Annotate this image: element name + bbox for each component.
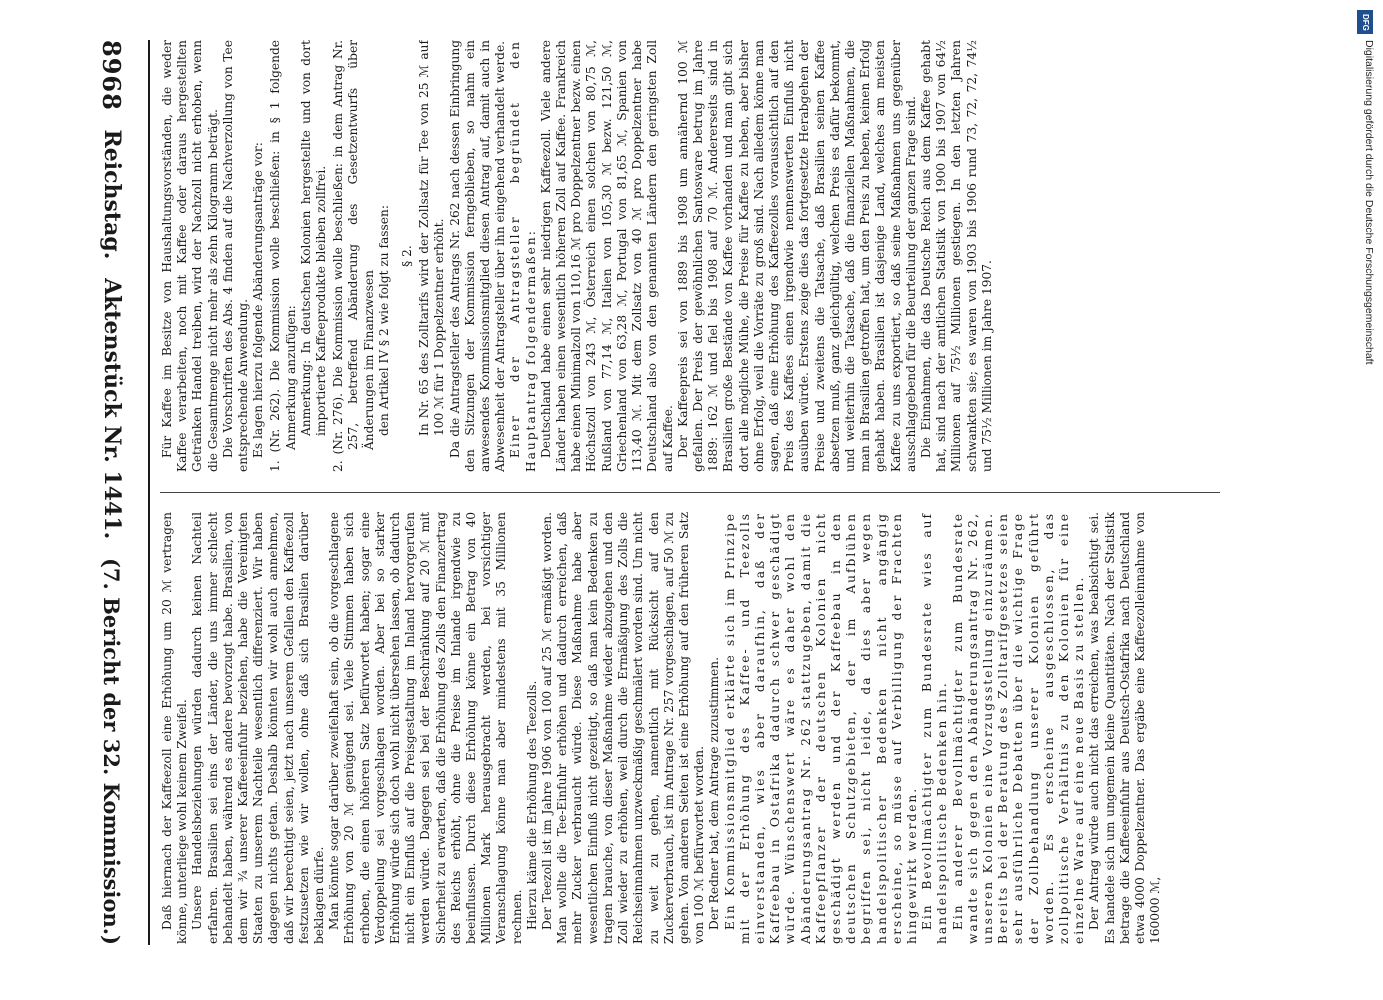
digitization-sidebar — [1355, 10, 1375, 990]
paragraph: Ein Bevollmächtigter zum Bundesrate wies auf handelspolitische Bedenken hin. — [920, 512, 950, 944]
paragraph: Deutschland habe einen sehr niedrigen Kaffeezoll. Viele andere Länder haben einen wesentlich höheren Zoll auf Kaffee. Frankreich habe einen Minimalzoll von 110,16 ℳ pro Doppelzentner bezw. einen Höchstzoll von 243 ℳ, Österreich einen solchen von 80,75 ℳ, Rußland von 77,14 ℳ, Italien von 105,30 ℳ bezw. 121,50 ℳ, Griechenland von 63,28 ℳ, Portugal von 81,65 ℳ, Spanien von 113,40 ℳ. Mit dem Zollsatz von 40 ℳ pro Doppelzentner habe Deutschland also von den genannten Ländern den geringsten Zoll auf Kaffee. — [538, 40, 675, 472]
paragraph: Der Redner bat, dem Antrage zuzustimmen. — [707, 657, 722, 930]
document-number: Aktenstück Nr. 1441. — [99, 278, 125, 540]
section-heading: § 2. — [400, 245, 415, 267]
section-text: In Nr. 65 des Zolltarifs wird der Zollsatz für Tee von 25 ℳ auf 100 ℳ für 1 Doppelzentner erhöht. — [417, 40, 447, 436]
dfg-logo: DFG — [1357, 10, 1373, 34]
page-number: 8968 — [97, 40, 127, 111]
right-column — [160, 512, 1290, 944]
paragraph: Unsere Handelsbeziehungen würden dadurch keinen Nachteil erfahren. Brasilien sei eins der Länder, die uns immer schlecht behandelt haben, während es andere bevorzugt habe. Brasilien, von dem wir ¾ unserer Kaffeeeinfuhr beziehen, habe die Vereinigten Staaten zu unserem Nachteile wesentlich differenziert. Wir haben dagegen nichts getan. Deshalb könnten wir wohl auch annehmen, daß wir berechtigt seien, jetzt nach unserem Gefallen den Kaffeezoll festzusetzen wie wir wollen, ohne daß sich Brasilien darüber beklagen dürfe. — [190, 512, 327, 944]
paragraph: Es lagen hierzu folgende Abänderungsanträge vor: — [251, 142, 266, 458]
left-column — [160, 40, 1290, 472]
paragraph: Daß hiernach der Kaffeezoll eine Erhöhung um 20 ℳ vertragen könne, unterliege wohl keinem Zweifel. — [160, 512, 190, 944]
digitization-credit: Digitalisierung gefördert durch die Deutsche Forschungsgemeinschaft — [1363, 40, 1375, 365]
paragraph: Der Antrag würde auch nicht das erreichen, was beabsichtigt sei. Es handele sich um ungemein kleine Quantitäten. Nach der Statistik betrage die Kaffeeeinfuhr aus Deutsch-Ostafrika nach Deutschland etwa 4000 Doppelzentner. Das ergäbe eine Kaffeezolleinnahme von 160000 ℳ, — [1087, 512, 1163, 944]
paragraph: Hierzu käme die Erhöhung des Teezolls. — [524, 680, 539, 930]
amendment-item: 2. (Nr. 276). Die Kommission wolle beschließen: in dem Antrag Nr. 257, betreffend Abänderung des Gesetzentwurfs über Änderungen im Finanzwesen — [331, 40, 376, 472]
paragraph: Einer der Antragsteller begründet den Hauptantrag folgendermaßen: — [508, 40, 538, 472]
page-header — [92, 40, 132, 945]
column-divider — [160, 492, 1220, 493]
header-rule — [148, 40, 150, 945]
paragraph: Die Einnahmen, die das Deutsche Reich aus dem Kaffee gehabt hat, sind nach der amtlichen Statistik von 1900 bis 1907 von 64½ Millionen auf 75½ Millionen gestiegen. In den letzten Jahren schwankten sie; es waren von 1903 bis 1906 rund 73, 72, 72, 74½ und 75½ Millionen im Jahre 1907. — [918, 40, 994, 472]
report-reference: (7. Bericht der 32. Kommission.) — [99, 557, 125, 945]
amendment-note: Anmerkung: In deutschen Kolonien hergestellte und von dort importierte Kaffeeprodukte bleiben zollfrei. — [298, 40, 329, 436]
paragraph: Die Vorschriften des Abs. 4 finden auf die Nachverzollung von Tee entsprechende Anwendung. — [220, 40, 251, 472]
paragraph: Für Kaffee im Besitze von Haushaltungsvorständen, die weder Kaffee verarbeiten, noch mit Kaffee oder daraus hergestellten Getränken Handel treiben, wird der Nachzoll nicht erhoben, wenn die Gesamtmenge nicht mehr als zehn Kilogramm beträgt. — [160, 40, 220, 472]
amendment-item: 1. (Nr. 262). Die Kommission wolle beschließen: in § 1 folgende Anmerkung anzufügen: — [268, 40, 298, 472]
paragraph: Der Teezoll ist im Jahre 1906 von 100 auf 25 ℳ ermäßigt worden. Man wollte die Tee-Einfuhr erhöhen und dadurch erreichen, daß mehr Zucker verbraucht würde. Diese Maßnahme habe aber wesentlichen Einfluß nicht gezeitigt, so daß man kein Bedenken zu tragen brauche, von dieser Maßnahme wieder abzugehen und den Zoll wieder zu erhöhen, weil durch die Ermäßigung des Zolls die Reichseinnahmen unzweckmäßig geschmälert worden sind. Um nicht zu weit zu gehen, namentlich mit Rücksicht auf den Zuckerverbrauch, ist im Antrage Nr. 257 vorgeschlagen, auf 50 ℳ zu gehen. Von anderen Seiten ist eine Erhöhung auf den früheren Satz von 100 ℳ befürwortet worden. — [540, 512, 707, 944]
paragraph: Da die Antragsteller des Antrags Nr. 262 nach dessen Einbringung den Sitzungen der Kommission ferngeblieben, so nahm ein anwesendes Kommissionsmitglied diesen Antrag auf, damit auch in Abwesenheit der Antragsteller über ihn eingehend verhandelt werde. — [447, 40, 508, 472]
publication-title: Reichstag. — [99, 129, 125, 260]
amendment-continuation: den Artikel IV § 2 wie folgt zu fassen: — [376, 205, 391, 436]
paragraph: Ein anderer Bevollmächtigter zum Bundesrate wandte sich gegen den Abänderungsantrag Nr. 262, unseren Kolonien eine Vorzugsstellung einzuräumen. Bereits bei der Beratung des Zolltarifgesetzes seien sehr ausführliche Debatten über die wichtige Frage der Zollbehandlung unserer Kolonien geführt worden. Es erscheine ausgeschlossen, das zollpolitische Verhältnis zu den Kolonien für eine einzelne Ware auf eine neue Basis zu stellen. — [950, 512, 1087, 944]
paragraph: Ein Kommissionsmitglied erklärte sich im Prinzipe mit der Erhöhung des Kaffee- und Teezolls einverstanden, wies aber daraufhin, daß der Kaffeebau in Ostafrika dadurch schwer geschädigt würde. Wünschenswert wäre es daher wohl den Abänderungsantrag Nr. 262 stattzugeben, damit die Kaffeepflanzer der deutschen Kolonien nicht geschädigt werden und der Kaffeebau in den deutschen Schutzgebieten, der im Aufblühen begriffen sei, nicht leide, da dies aber wegen handelspolitischer Bedenken nicht angängig erscheine, so müsse auf Verbilligung der Frachten hingewirkt werden. — [722, 512, 919, 944]
paragraph: Man könnte sogar darüber zweifelhaft sein, ob die vorgeschlagene Erhöhung von 20 ℳ genügend sei. Viele Stimmen haben sich erhoben, die einen höheren Satz befürwortet haben; sogar eine Verdoppelung sei vorgeschlagen worden. Aber bei so starker Erhöhung würde sich doch wohl nicht übersehen lassen, ob dadurch nicht ein Einfluß auf die Preisgestaltung im Inland hervorgerufen werden würde. Dagegen sei bei der Beschränkung auf 20 ℳ mit Sicherheit zu erwarten, daß die Erhöhung des Zolls den Finanzertrag des Reichs erhöht, ohne die Preise im Inlande irgendwie zu beeinflussen. Durch diese Erhöhung könne ein Betrag von 40 Millionen Mark herausgebracht werden, bei vorsichtiger Veranschlagung könne man aber mindestens mit 35 Millionen rechnen. — [327, 512, 524, 944]
paragraph: Der Kaffeepreis sei von 1889 bis 1908 um annähernd 100 ℳ gefallen. Der Preis der gewöhnlichen Santosware betrug im Jahre 1889: 162 ℳ und fiel bis 1908 auf 70 ℳ. Andererseits sind in Brasilien große Bestände von Kaffee vorhanden und man gibt sich dort alle mögliche Mühe, die Preise für Kaffee zu heben, aber bisher ohne Erfolg, weil die Vorräte zu groß sind. Nach alledem könne man sagen, daß eine Erhöhung des Kaffeezolles voraussichtlich auf den Preis des Kaffees einen irgendwie nennenswerten Einfluß nicht ausüben würde. Erstens zeige dies das fortgesetzte Herabgehen der Preise und zweitens die Tatsache, daß Brasilien seinen Kaffee absetzen muß, ganz gleichgültig, welchen Preis es dafür bekommt, und weiterhin die Tatsache, daß die finanziellen Maßnahmen, die man in Brasilien getroffen hat, um den Preis zu heben, keinen Erfolg gehabt haben. Brasilien ist dasjenige Land, welches am meisten Kaffee zu uns exportiert, so daß seine Maßnahmen uns gegenüber ausschlaggebend für die Beurteilung der ganzen Frage sind. — [675, 40, 918, 472]
